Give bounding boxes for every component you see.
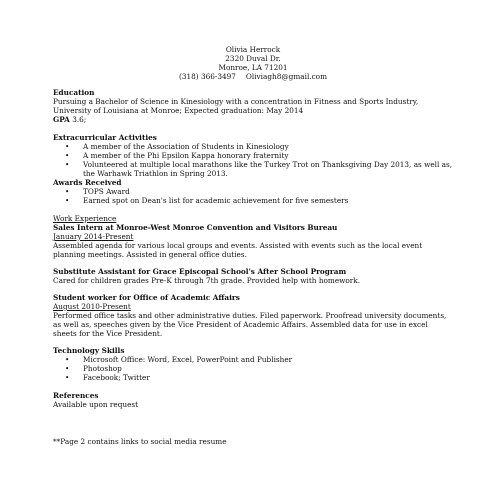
job-entry [53,223,453,259]
awards-section [53,178,453,205]
technology-section [53,346,453,382]
technology-list [53,355,453,382]
list-item: • A member of the Association of Students in Kinesiology [53,142,453,151]
phone-number: (318) 366-3497 [179,72,236,81]
list-item: • Microsoft Office: Word, Excel, PowerPoint and Publisher [53,355,453,364]
list-item: • Photoshop [53,364,453,373]
technology-heading: Technology Skills [53,346,125,355]
job-dates: August 2010-Present [53,302,131,311]
gpa-value: 3.6; [72,115,87,124]
street-address: 2320 Duval Dr. [225,54,281,63]
work-heading: Work Experience [53,214,117,223]
gpa-label: GPA [53,115,70,124]
references-text: Available upon request [53,400,139,409]
list-item: • Facebook; Twitter [53,373,453,382]
job-description: Assembled agenda for various local groups and events. Assisted with events such as the local event planning meetings. Assisted in general office duties. [53,241,423,259]
contact-header [53,45,453,81]
education-gpa [53,115,453,124]
extracurricular-section [53,133,453,178]
job-title: Sales Intern at Monroe-West Monroe Convention and Visitors Bureau [53,223,338,232]
job-description: Cared for children grades Pre-K through 7th grade. Provided help with homework. [53,276,361,285]
extracurricular-list [53,142,453,178]
job-title: Substitute Assistant for Grace Episcopal School's After School Program [53,267,347,276]
job-entry [53,293,453,338]
awards-heading: Awards Received [53,178,122,187]
extracurricular-heading: Extracurricular Activities [53,133,157,142]
awards-list [53,187,453,205]
job-title: Student worker for Office of Academic Affairs [53,293,240,302]
work-section [53,214,453,338]
resume-page [53,45,453,418]
city-state-zip: Monroe, LA 71201 [218,63,288,72]
references-heading: References [53,391,99,400]
education-heading: Education [53,88,95,97]
job-entry [53,267,453,285]
education-degree: Pursuing a Bachelor of Science in Kinesiology with a concentration in Fitness and Sports Industry, [53,97,419,106]
footnote: **Page 2 contains links to social media resume [53,437,227,446]
job-dates: January 2014-Present [53,232,134,241]
email-address: Oliviagh8@gmail.com [245,72,327,81]
job-description: Performed office tasks and other administrative duties. Filed paperwork. Proofread university documents, as well as, speeches given by the Vice President of Academic Affairs. Assembled data for use in excel sheets for the Vice President. [53,311,447,338]
list-item: • Volunteered at multiple local marathons like the Turkey Trot on Thanksgiving Day 2013, as well as, the Warhawk Triathlon in Spring 2013. [53,160,453,178]
references-section [53,391,453,409]
contact-line [53,72,453,81]
education-school: University of Louisiana at Monroe; Expected graduation: May 2014 [53,106,304,115]
list-item: • TOPS Award [53,187,453,196]
list-item: • A member of the Phi Epsilon Kappa honorary fraternity [53,151,453,160]
list-item: • Earned spot on Dean's list for academic achievement for five semesters [53,196,453,205]
education-section [53,88,453,124]
full-name: Olivia Herrock [225,45,281,54]
